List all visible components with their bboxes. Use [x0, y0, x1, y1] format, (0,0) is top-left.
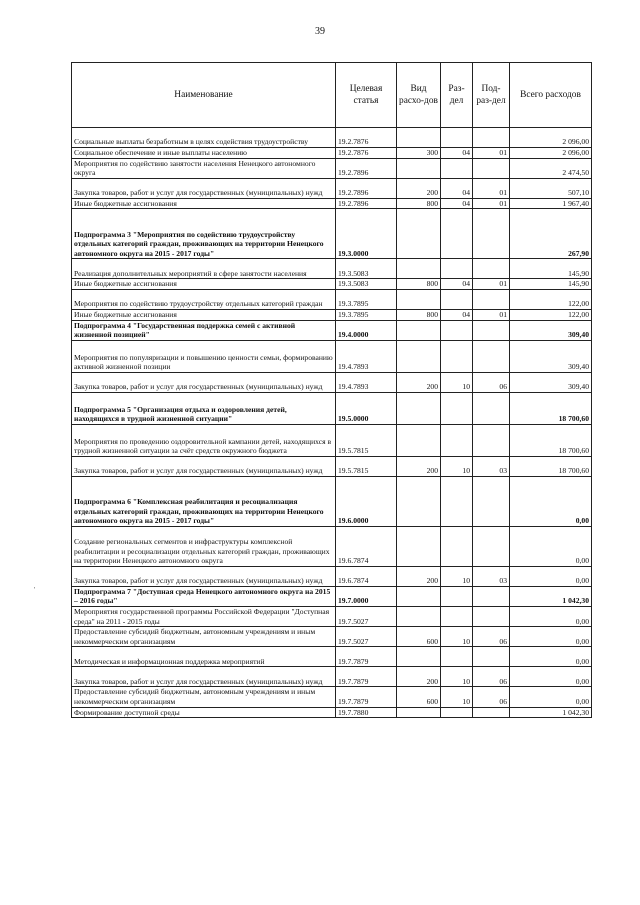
- page-number: 39: [315, 26, 325, 37]
- row-code: 19.4.7893: [336, 340, 397, 372]
- row-code: 19.5.7815: [336, 424, 397, 456]
- table-row: [72, 158, 592, 178]
- row-expense-type: [397, 526, 441, 566]
- row-name: Предоставление субсидий бюджетным, автономным учреждениям и иным некоммерческим организациям: [72, 627, 336, 647]
- row-name: Закупка товаров, работ и услуг для государственных (муниципальных) нужд: [72, 178, 336, 198]
- row-code: 19.2.7896: [336, 158, 397, 178]
- row-expense-type: 200: [397, 372, 441, 392]
- row-subsection: 03: [473, 456, 510, 476]
- header-code: Целевая статья: [336, 63, 397, 128]
- row-total: 0,00: [510, 476, 592, 526]
- row-subsection: 06: [473, 627, 510, 647]
- row-total: 2 096,00: [510, 128, 592, 148]
- row-total: 18 700,60: [510, 424, 592, 456]
- row-subsection: 06: [473, 667, 510, 687]
- row-code: 19.5.0000: [336, 392, 397, 424]
- row-section: [441, 424, 473, 456]
- header-type: Вид расхо-дов: [397, 63, 441, 128]
- row-expense-type: 200: [397, 456, 441, 476]
- row-subsection: [473, 340, 510, 372]
- row-name: Подпрограмма 5 "Организация отдыха и оздоровления детей, находящихся в трудной жизненной ситуации": [72, 392, 336, 424]
- row-name: Закупка товаров, работ и услуг для государственных (муниципальных) нужд: [72, 456, 336, 476]
- row-section: [441, 476, 473, 526]
- table-row: [72, 707, 592, 718]
- table-row: [72, 279, 592, 290]
- row-total: 0,00: [510, 606, 592, 626]
- row-code: 19.6.7874: [336, 526, 397, 566]
- table-body: [72, 128, 592, 718]
- table-row: [72, 606, 592, 626]
- row-expense-type: [397, 476, 441, 526]
- row-name: Предоставление субсидий бюджетным, автономным учреждениям и иным некоммерческим организациям: [72, 687, 336, 707]
- row-code: 19.2.7876: [336, 148, 397, 159]
- row-section: [441, 320, 473, 340]
- row-section: 10: [441, 566, 473, 586]
- row-name: Мероприятия по содействию занятости населения Ненецкого автономного округа: [72, 158, 336, 178]
- row-expense-type: 300: [397, 148, 441, 159]
- table-row: [72, 259, 592, 279]
- row-expense-type: [397, 158, 441, 178]
- table-row: [72, 687, 592, 707]
- row-subsection: [473, 476, 510, 526]
- table-row: [72, 209, 592, 259]
- row-total: 0,00: [510, 627, 592, 647]
- row-expense-type: [397, 392, 441, 424]
- row-expense-type: 800: [397, 198, 441, 209]
- row-code: 19.6.7874: [336, 566, 397, 586]
- row-subsection: 06: [473, 372, 510, 392]
- row-section: [441, 158, 473, 178]
- table-row: [72, 647, 592, 667]
- table-row: [72, 566, 592, 586]
- row-section: 04: [441, 178, 473, 198]
- row-expense-type: [397, 340, 441, 372]
- table-row: [72, 198, 592, 209]
- table-row: [72, 456, 592, 476]
- header-total: Всего расходов: [510, 63, 592, 128]
- row-name: Подпрограмма 7 "Доступная среда Ненецкого автономного округа на 2015 – 2016 годы": [72, 586, 336, 606]
- row-total: 1 042,30: [510, 707, 592, 718]
- header-name: Наименование: [72, 63, 336, 128]
- table-header: [72, 63, 592, 128]
- row-section: 10: [441, 687, 473, 707]
- row-subsection: [473, 606, 510, 626]
- row-section: [441, 209, 473, 259]
- row-total: 2 096,00: [510, 148, 592, 159]
- row-expense-type: [397, 647, 441, 667]
- row-expense-type: 200: [397, 667, 441, 687]
- row-total: 267,90: [510, 209, 592, 259]
- row-total: 122,00: [510, 309, 592, 320]
- table-row: [72, 392, 592, 424]
- row-section: [441, 647, 473, 667]
- row-total: 0,00: [510, 526, 592, 566]
- row-name: Подпрограмма 4 "Государственная поддержка семей с активной жизненной позицией": [72, 320, 336, 340]
- row-total: 507,10: [510, 178, 592, 198]
- row-subsection: 01: [473, 198, 510, 209]
- row-total: 18 700,60: [510, 456, 592, 476]
- row-code: 19.2.7896: [336, 198, 397, 209]
- row-expense-type: [397, 586, 441, 606]
- row-code: 19.3.0000: [336, 209, 397, 259]
- row-code: 19.7.0000: [336, 586, 397, 606]
- row-name: Создание региональных сегментов и инфраструктуры комплексной реабилитации и ресоциализации отдельных категорий граждан, проживающих на территории Ненецкого автономного округа: [72, 526, 336, 566]
- row-code: 19.7.5027: [336, 627, 397, 647]
- row-name: Мероприятия по проведению оздоровительной кампании детей, находящихся в трудной жизненной ситуации за счёт средств окружного бюджета: [72, 424, 336, 456]
- row-name: Подпрограмма 3 "Мероприятия по содействию трудоустройству отдельных категорий граждан, проживающих на территории Ненецкого автономного округа на 2015 - 2017 годы": [72, 209, 336, 259]
- row-section: [441, 586, 473, 606]
- row-code: 19.5.7815: [336, 456, 397, 476]
- row-name: Закупка товаров, работ и услуг для государственных (муниципальных) нужд: [72, 566, 336, 586]
- row-expense-type: [397, 289, 441, 309]
- table-row: [72, 128, 592, 148]
- row-total: 122,00: [510, 289, 592, 309]
- row-subsection: [473, 586, 510, 606]
- row-subsection: 01: [473, 279, 510, 290]
- row-section: [441, 606, 473, 626]
- row-total: 309,40: [510, 372, 592, 392]
- row-section: 10: [441, 456, 473, 476]
- row-expense-type: 600: [397, 687, 441, 707]
- row-section: [441, 128, 473, 148]
- row-name: Реализация дополнительных мероприятий в сфере занятости населения: [72, 259, 336, 279]
- row-code: 19.3.7895: [336, 309, 397, 320]
- row-name: Мероприятия государственной программы Российской Федерации "Доступная среда" на 2011 - 2015 годы: [72, 606, 336, 626]
- table-row: [72, 372, 592, 392]
- row-total: 309,40: [510, 320, 592, 340]
- row-code: 19.4.7893: [336, 372, 397, 392]
- row-name: Подпрограмма 6 "Комплексная реабилитация и ресоциализация отдельных категорий граждан, проживающих на территории Ненецкого автономного округа на 2015 - 2017 годы": [72, 476, 336, 526]
- row-expense-type: 800: [397, 309, 441, 320]
- row-subsection: [473, 209, 510, 259]
- row-expense-type: [397, 424, 441, 456]
- row-name: Социальные выплаты безработным в целях содействия трудоустройству: [72, 128, 336, 148]
- row-section: 04: [441, 279, 473, 290]
- row-section: 10: [441, 627, 473, 647]
- row-subsection: 03: [473, 566, 510, 586]
- row-expense-type: [397, 128, 441, 148]
- row-section: 10: [441, 372, 473, 392]
- row-subsection: [473, 707, 510, 718]
- row-section: 04: [441, 148, 473, 159]
- row-subsection: 01: [473, 148, 510, 159]
- row-subsection: 01: [473, 309, 510, 320]
- row-expense-type: 200: [397, 178, 441, 198]
- row-total: 2 474,50: [510, 158, 592, 178]
- row-section: [441, 526, 473, 566]
- row-name: Социальное обеспечение и иные выплаты населению: [72, 148, 336, 159]
- header-section: Раз-дел: [441, 63, 473, 128]
- row-section: [441, 392, 473, 424]
- row-code: 19.7.7879: [336, 667, 397, 687]
- table-row: [72, 526, 592, 566]
- row-code: 19.3.7895: [336, 289, 397, 309]
- row-subsection: [473, 647, 510, 667]
- row-code: 19.7.5027: [336, 606, 397, 626]
- margin-mark: ': [34, 586, 36, 594]
- row-code: 19.2.7896: [336, 178, 397, 198]
- row-code: 19.6.0000: [336, 476, 397, 526]
- row-total: 18 700,60: [510, 392, 592, 424]
- row-section: 04: [441, 198, 473, 209]
- row-name: Закупка товаров, работ и услуг для государственных (муниципальных) нужд: [72, 667, 336, 687]
- header-row: [72, 63, 592, 128]
- row-total: 0,00: [510, 647, 592, 667]
- row-name: Иные бюджетные ассигнования: [72, 309, 336, 320]
- row-total: 1 042,30: [510, 586, 592, 606]
- row-section: [441, 289, 473, 309]
- table-row: [72, 289, 592, 309]
- row-subsection: [473, 128, 510, 148]
- table-row: [72, 340, 592, 372]
- row-name: Мероприятия по содействию трудоустройству отдельных категорий граждан: [72, 289, 336, 309]
- row-name: Иные бюджетные ассигнования: [72, 279, 336, 290]
- row-subsection: [473, 158, 510, 178]
- row-section: [441, 340, 473, 372]
- row-total: 0,00: [510, 687, 592, 707]
- row-expense-type: [397, 209, 441, 259]
- row-total: 0,00: [510, 667, 592, 687]
- row-expense-type: 600: [397, 627, 441, 647]
- table-row: [72, 476, 592, 526]
- table-row: [72, 586, 592, 606]
- row-name: Методическая и информационная поддержка мероприятий: [72, 647, 336, 667]
- row-code: 19.7.7880: [336, 707, 397, 718]
- row-code: 19.4.0000: [336, 320, 397, 340]
- row-section: 04: [441, 309, 473, 320]
- row-expense-type: [397, 259, 441, 279]
- row-code: 19.7.7879: [336, 687, 397, 707]
- budget-table: [71, 62, 592, 718]
- row-total: 1 967,40: [510, 198, 592, 209]
- table-row: [72, 424, 592, 456]
- row-subsection: [473, 392, 510, 424]
- row-name: Формирование доступной среды: [72, 707, 336, 718]
- row-subsection: [473, 289, 510, 309]
- row-code: 19.3.5083: [336, 259, 397, 279]
- table-row: [72, 148, 592, 159]
- table-row: [72, 667, 592, 687]
- row-name: Закупка товаров, работ и услуг для государственных (муниципальных) нужд: [72, 372, 336, 392]
- row-expense-type: [397, 320, 441, 340]
- row-code: 19.7.7879: [336, 647, 397, 667]
- row-total: 145,90: [510, 259, 592, 279]
- row-name: Иные бюджетные ассигнования: [72, 198, 336, 209]
- row-section: [441, 259, 473, 279]
- row-total: 145,90: [510, 279, 592, 290]
- row-name: Мероприятия по популяризации и повышению ценности семьи, формированию активной жизненной позиции: [72, 340, 336, 372]
- table-row: [72, 178, 592, 198]
- row-subsection: 06: [473, 687, 510, 707]
- row-section: 10: [441, 667, 473, 687]
- row-section: [441, 707, 473, 718]
- table-row: [72, 309, 592, 320]
- row-expense-type: 800: [397, 279, 441, 290]
- row-subsection: [473, 424, 510, 456]
- row-subsection: [473, 320, 510, 340]
- row-subsection: 01: [473, 178, 510, 198]
- row-expense-type: [397, 707, 441, 718]
- row-subsection: [473, 526, 510, 566]
- header-subsection: Под-раз-дел: [473, 63, 510, 128]
- row-code: 19.2.7876: [336, 128, 397, 148]
- table-row: [72, 320, 592, 340]
- row-subsection: [473, 259, 510, 279]
- table-row: [72, 627, 592, 647]
- row-expense-type: 200: [397, 566, 441, 586]
- row-expense-type: [397, 606, 441, 626]
- row-total: 309,40: [510, 340, 592, 372]
- row-total: 0,00: [510, 566, 592, 586]
- row-code: 19.3.5083: [336, 279, 397, 290]
